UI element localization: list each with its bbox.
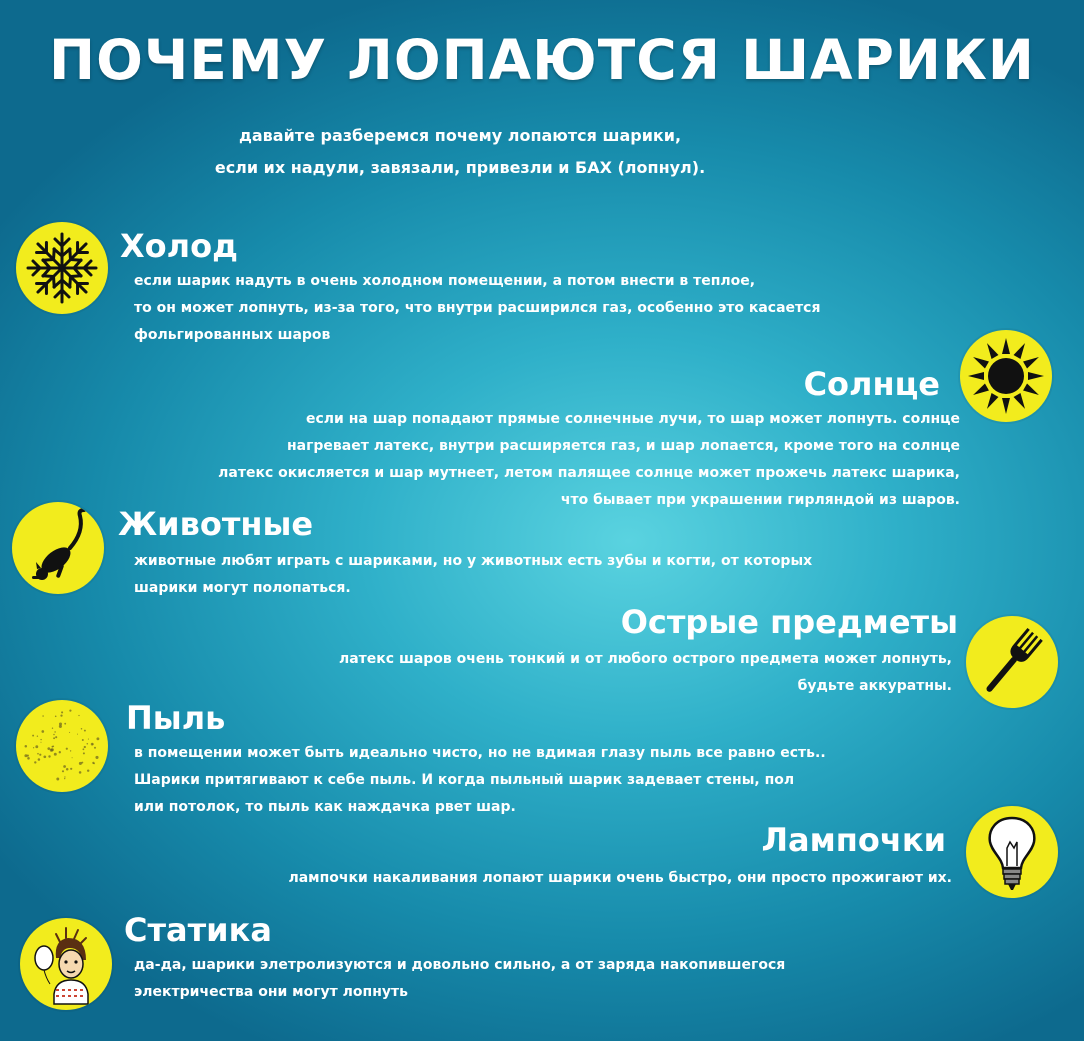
section-text-cold-2: то он может лопнуть, из-за того, что внутри расширился газ, особенно это касается [134, 300, 821, 316]
section-heading-static: Статика [124, 911, 272, 949]
section-text-animals-2: шарики могут полопаться. [134, 580, 351, 596]
section-heading-animals: Животные [118, 505, 314, 543]
section-text-sharp-1: латекс шаров очень тонкий и от любого острого предмета может лопнуть, [338, 651, 952, 667]
section-text-sun-2: нагревает латекс, внутри расширяется газ, и шар лопается, кроме того на солнце [286, 438, 960, 454]
snowflake-icon [16, 222, 108, 314]
section-text-bulbs-1: лампочки накаливания лопают шарики очень быстро, они просто прожигают их. [288, 870, 952, 886]
section-text-sun-3: латекс окисляется и шар мутнеет, летом палящее солнце может прожечь латекс шарика, [218, 465, 960, 481]
section-text-cold-1: если шарик надуть в очень холодном помещении, а потом внести в теплое, [134, 273, 756, 289]
page-title: ПОЧЕМУ ЛОПАЮТСЯ ШАРИКИ [49, 28, 1035, 92]
section-heading-bulbs: Лампочки [761, 821, 946, 859]
section-text-cold-3: фольгированных шаров [134, 327, 331, 343]
subtitle-line-1: давайте разберемся почему лопаются шарики, [238, 126, 682, 145]
fork-icon [966, 616, 1058, 708]
section-text-dust-2: Шарики притягивают к себе пыль. И когда пыльный шарик задевает стены, пол [134, 772, 795, 788]
section-text-dust-3: или потолок, то пыль как наждачка рвет шар. [134, 799, 516, 815]
light-bulb-icon [966, 806, 1058, 898]
section-text-sharp-2: будьте аккуратны. [797, 678, 952, 694]
section-heading-sharp: Острые предметы [620, 603, 958, 641]
section-text-sun-4: что бывает при украшении гирляндой из шаров. [560, 492, 960, 508]
sun-icon [960, 330, 1052, 422]
section-text-dust-1: в помещении может быть идеально чисто, но не вдимая глазу пыль все равно есть.. [134, 745, 826, 761]
cat-icon [12, 502, 104, 594]
girl-static-icon [20, 918, 112, 1010]
section-text-sun-1: если на шар попадают прямые солнечные лучи, то шар может лопнуть. солнце [305, 411, 960, 427]
dust-icon [16, 700, 108, 792]
section-heading-sun: Солнце [803, 365, 940, 403]
section-heading-cold: Холод [120, 227, 238, 265]
section-text-animals-1: животные любят играть с шариками, но у животных есть зубы и когти, от которых [134, 553, 813, 569]
section-text-static-1: да-да, шарики элетролизуются и довольно сильно, а от заряда накопившегося [134, 957, 786, 973]
subtitle-line-2: если их надули, завязали, привезли и БАХ (лопнул). [214, 158, 706, 177]
section-text-static-2: электричества они могут лопнуть [134, 984, 408, 1000]
section-heading-dust: Пыль [126, 699, 226, 737]
